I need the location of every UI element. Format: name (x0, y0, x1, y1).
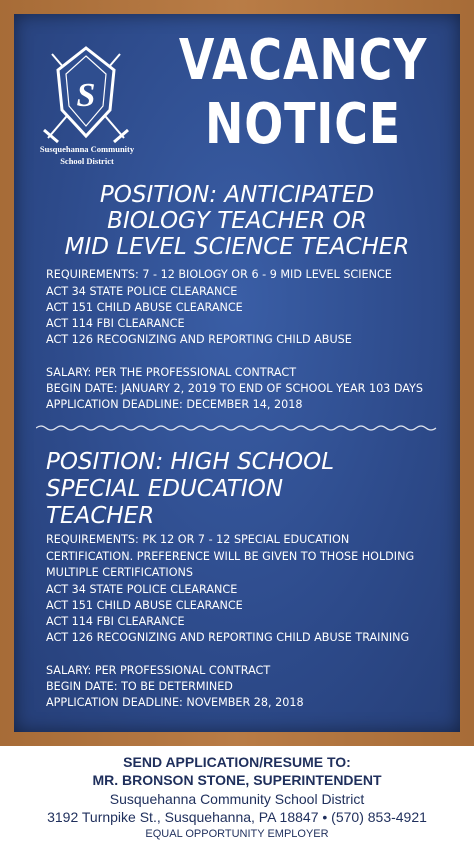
position2-requirement: ACT 126 RECOGNIZING AND REPORTING CHILD ABUSE TRAINING (46, 631, 410, 644)
position2-requirement: ACT 114 FBI CLEARANCE (46, 615, 185, 628)
position2-heading-line1: POSITION: HIGH SCHOOL (46, 449, 335, 475)
position1-requirement: ACT 126 RECOGNIZING AND REPORTING CHILD ABUSE (46, 333, 352, 346)
position2-requirement: REQUIREMENTS: PK 12 OR 7 - 12 SPECIAL EDUCATION (46, 533, 350, 546)
position2-heading-line2: SPECIAL EDUCATION (46, 476, 284, 502)
position1-requirement: ACT 114 FBI CLEARANCE (46, 317, 185, 330)
position2-deadline: APPLICATION DEADLINE: NOVEMBER 28, 2018 (46, 696, 304, 709)
position1-heading-line3: MID LEVEL SCIENCE TEACHER (64, 234, 410, 260)
position1-requirement: ACT 151 CHILD ABUSE CLEARANCE (46, 301, 243, 314)
position1-deadline: APPLICATION DEADLINE: DECEMBER 14, 2018 (46, 398, 303, 411)
district-name-line1: Susquehanna Community (39, 144, 135, 154)
position1-requirement: REQUIREMENTS: 7 - 12 BIOLOGY OR 6 - 9 MID LEVEL SCIENCE (46, 268, 392, 281)
position2-requirement: ACT 34 STATE POLICE CLEARANCE (46, 583, 238, 596)
position1-begin-date: BEGIN DATE: JANUARY 2, 2019 TO END OF SCHOOL YEAR 103 DAYS (46, 382, 423, 395)
position1-requirement: ACT 34 STATE POLICE CLEARANCE (46, 285, 238, 298)
crest-letter: S (76, 77, 96, 114)
position2-begin-date: BEGIN DATE: TO BE DETERMINED (46, 680, 233, 693)
footer-eoe: EQUAL OPPORTUNITY EMPLOYER (145, 828, 329, 840)
position2-requirement: CERTIFICATION. PREFERENCE WILL BE GIVEN TO THOSE HOLDING (46, 550, 415, 563)
district-name-line2: School District (60, 156, 114, 166)
footer-address-phone: 3192 Turnpike St., Susquehanna, PA 18847 • (570) 853-4921 (47, 809, 427, 825)
position1-heading-line2: BIOLOGY TEACHER OR (107, 208, 367, 234)
wavy-divider (36, 424, 438, 432)
footer-send-to: SEND APPLICATION/RESUME TO: (123, 754, 351, 770)
position1-salary: SALARY: PER THE PROFESSIONAL CONTRACT (46, 366, 297, 379)
title-vacancy: VACANCY (178, 28, 428, 93)
footer-district: Susquehanna Community School District (109, 791, 365, 807)
position2-requirement: ACT 151 CHILD ABUSE CLEARANCE (46, 599, 243, 612)
position2-requirement: MULTIPLE CERTIFICATIONS (46, 566, 193, 579)
position2-salary: SALARY: PER PROFESSIONAL CONTRACT (46, 664, 271, 677)
title-notice: NOTICE (205, 92, 401, 157)
shield-crest-with-crossed-swords-icon (40, 44, 132, 144)
position1-heading-line1: POSITION: ANTICIPATED (99, 182, 375, 208)
position2-heading-line3: TEACHER (46, 503, 155, 529)
footer-contact-name: MR. BRONSON STONE, SUPERINTENDENT (92, 772, 382, 788)
contact-footer (0, 746, 474, 866)
